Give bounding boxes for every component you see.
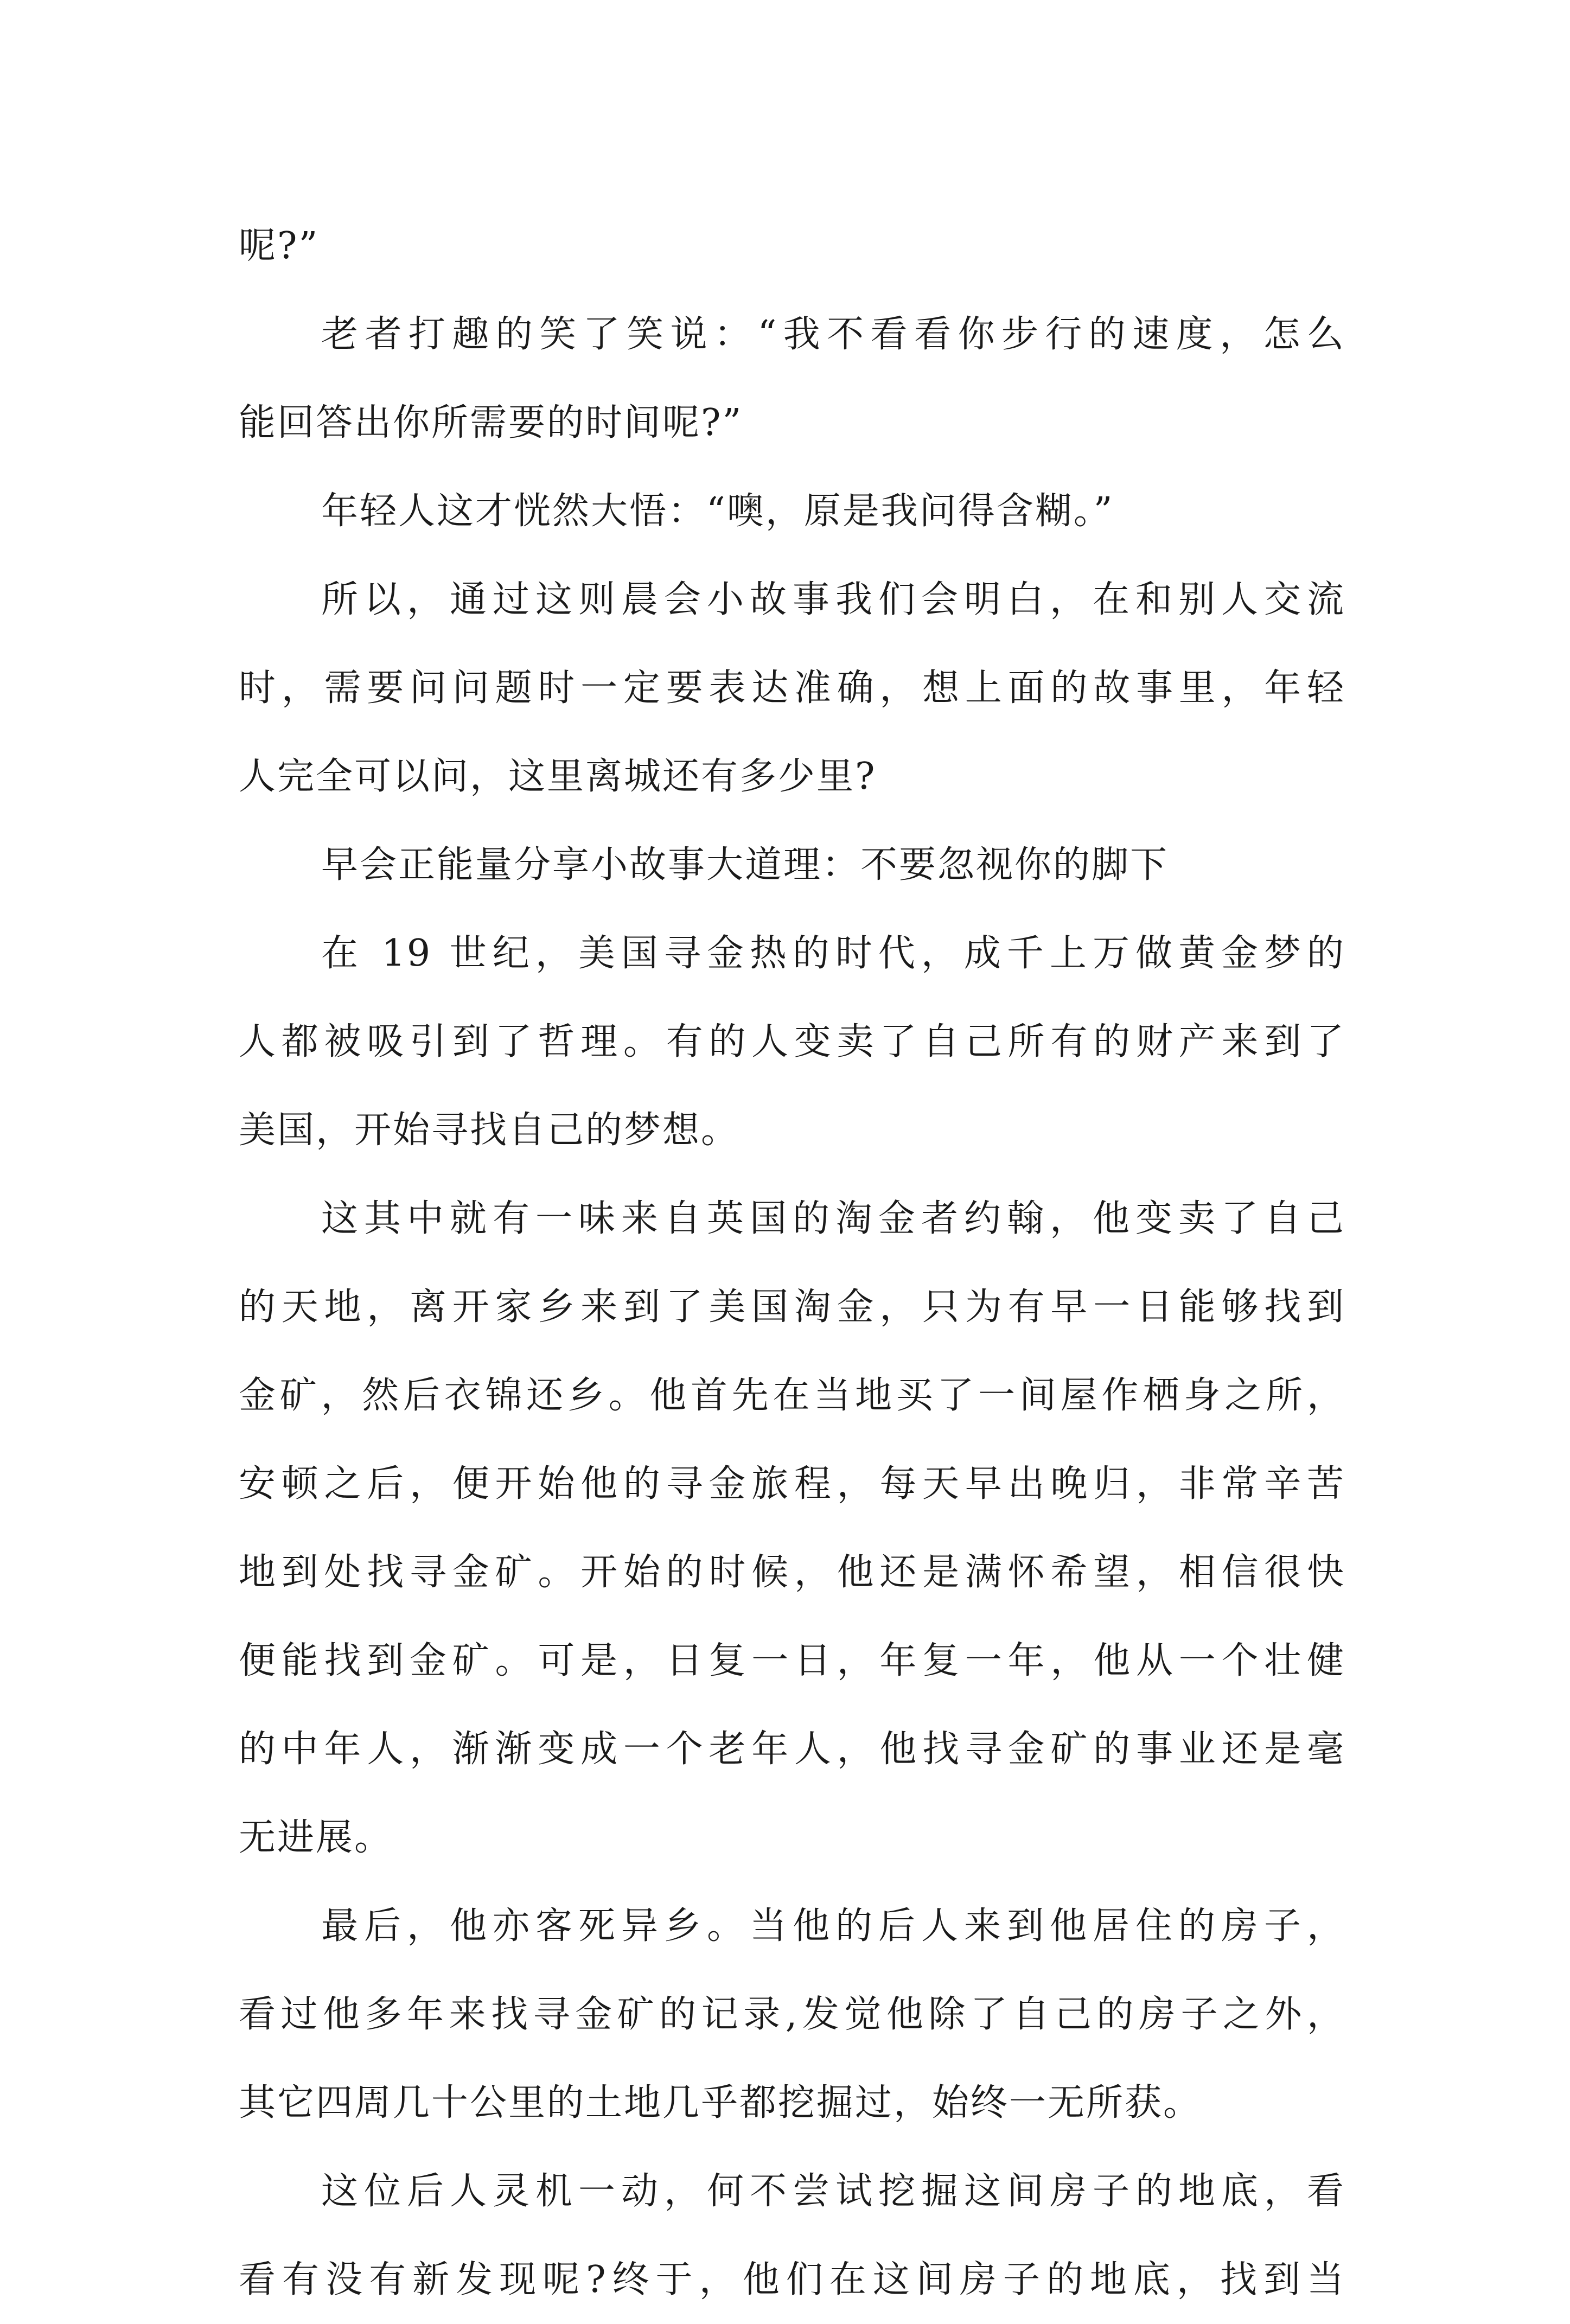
- text-line: 年轻人这才恍然大悟：“噢，原是我问得含糊。”: [321, 490, 1114, 533]
- text-line: 最后，他亦客死异乡。当他的后人来到他居住的房子，: [321, 1905, 1345, 1948]
- text-line: 这其中就有一味来自英国的淘金者约翰，他变卖了自己: [321, 1197, 1345, 1240]
- text-line: 这位后人灵机一动，何不尝试挖掘这间房子的地底，看: [321, 2170, 1345, 2213]
- text-line: 安顿之后，便开始他的寻金旅程，每天早出晚归，非常辛苦: [239, 1463, 1345, 1505]
- text-line: 时，需要问问题时一定要表达准确，想上面的故事里，年轻: [239, 667, 1345, 710]
- text-line: 其它四周几十公里的土地几乎都挖掘过，始终一无所获。: [239, 2082, 1202, 2124]
- text-line: 老者打趣的笑了笑说：“我不看看你步行的速度，怎么: [321, 313, 1345, 356]
- text-line: 地到处找寻金矿。开始的时候，他还是满怀希望，相信很快: [239, 1551, 1345, 1594]
- text-line: 人完全可以问，这里离城还有多少里?: [239, 755, 877, 798]
- text-line: 的天地，离开家乡来到了美国淘金，只为有早一日能够找到: [239, 1286, 1345, 1329]
- text-line: 能回答出你所需要的时间呢?”: [239, 401, 743, 444]
- document-body: [239, 202, 1345, 2324]
- text-line: 金矿，然后衣锦还乡。他首先在当地买了一间屋作栖身之所，: [239, 1374, 1345, 1417]
- text-line: 看过他多年来找寻金矿的记录,发觉他除了自己的房子之外，: [239, 1993, 1345, 2036]
- text-line: 看有没有新发现呢?终于，他们在这间房子的地底，找到当: [239, 2258, 1345, 2301]
- text-line: 的中年人，渐渐变成一个老年人，他找寻金矿的事业还是毫: [239, 1728, 1345, 1771]
- text-line: 美国，开始寻找自己的梦想。: [239, 1109, 740, 1152]
- section-heading: 早会正能量分享小故事大道理：不要忽视你的脚下: [321, 844, 1169, 886]
- text-line: 呢?”: [239, 225, 320, 267]
- text-line: 无进展。: [239, 1816, 393, 1859]
- text-line: 人都被吸引到了哲理。有的人变卖了自己所有的财产来到了: [239, 1020, 1345, 1063]
- text-line: 所以，通过这则晨会小故事我们会明白，在和别人交流: [321, 578, 1345, 621]
- text-line: 在 19 世纪，美国寻金热的时代，成千上万做黄金梦的: [321, 932, 1345, 975]
- text-line: 便能找到金矿。可是，日复一日，年复一年，他从一个壮健: [239, 1639, 1345, 1682]
